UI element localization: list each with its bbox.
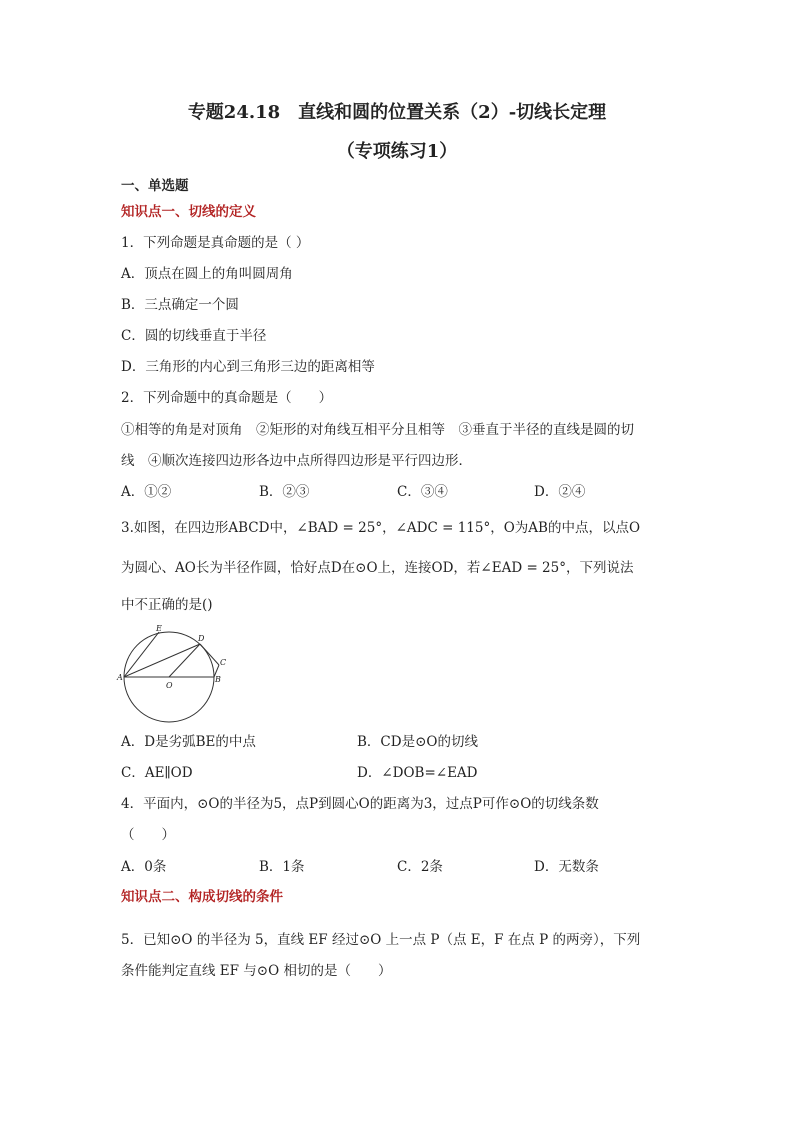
fig-label-a: A bbox=[117, 673, 123, 682]
q4-option-b: B．1条 bbox=[259, 859, 305, 875]
q5-stem-2: 条件能判定直线 EF 与⊙O 相切的是（ ） bbox=[121, 963, 392, 979]
q1-option-c: C．圆的切线垂直于半径 bbox=[121, 328, 267, 344]
q5-stem-1: 5．已知⊙O 的半径为 5，直线 EF 经过⊙O 上一点 P（点 E，F 在点 P 的两旁），下列 bbox=[121, 932, 641, 948]
q4-option-a: A．0条 bbox=[121, 859, 167, 875]
q3-stem-2: 为圆心、AO长为半径作圆，恰好点D在⊙O上，连接OD，若∠EAD = 25°，下列说法 bbox=[121, 560, 634, 576]
knowledge-point-1: 知识点一、切线的定义 bbox=[121, 204, 256, 220]
q3-option-a: A．D是劣弧BE的中点 bbox=[121, 734, 256, 750]
q3-option-b: B．CD是⊙O的切线 bbox=[357, 734, 478, 750]
page-title: 专题24.18 直线和圆的位置关系（2）-切线长定理 bbox=[187, 102, 607, 123]
q3-stem-1: 3.如图，在四边形ABCD中，∠BAD = 25°，∠ADC = 115°，O为AB的中点，以点O bbox=[121, 520, 641, 536]
section-heading: 一、单选题 bbox=[121, 178, 189, 194]
q3-stem-3: 中不正确的是() bbox=[121, 597, 213, 613]
q1-option-a: A．顶点在圆上的角叫圆周角 bbox=[121, 266, 293, 282]
q4-stem-2: （ ） bbox=[121, 827, 175, 843]
q4-stem-1: 4．平面内，⊙O的半径为5，点P到圆心O的距离为3，过点P可作⊙O的切线条数 bbox=[121, 796, 599, 812]
q2-option-c: C．③④ bbox=[397, 484, 448, 500]
q3-figure bbox=[116, 623, 236, 725]
q1-option-d: D．三角形的内心到三角形三边的距离相等 bbox=[121, 359, 375, 375]
fig-label-d: D bbox=[198, 634, 205, 643]
q2-statements-2: 线 ④顺次连接四边形各边中点所得四边形是平行四边形． bbox=[121, 453, 472, 469]
q2-option-a: A．①② bbox=[121, 484, 172, 500]
fig-label-c: C bbox=[220, 658, 227, 667]
q2-option-b: B．②③ bbox=[259, 484, 310, 500]
q1-option-b: B．三点确定一个圆 bbox=[121, 297, 239, 313]
q2-option-d: D．②④ bbox=[534, 484, 586, 500]
q2-statements-1: ①相等的角是对顶角 ②矩形的对角线互相平分且相等 ③垂直于半径的直线是圆的切 bbox=[121, 422, 634, 438]
knowledge-point-2: 知识点二、构成切线的条件 bbox=[121, 889, 283, 905]
q3-option-c: C．AE∥OD bbox=[121, 765, 193, 781]
fig-label-e: E bbox=[156, 624, 162, 633]
q4-option-d: D．无数条 bbox=[534, 859, 599, 875]
q1-stem: 1．下列命题是真命题的是（ ） bbox=[121, 235, 310, 251]
page-subtitle: （专项练习1） bbox=[336, 141, 458, 162]
fig-label-o: O bbox=[166, 681, 173, 690]
q3-option-d: D．∠DOB=∠EAD bbox=[357, 765, 478, 781]
q2-stem: 2．下列命题中的真命题是（ ） bbox=[121, 390, 333, 406]
q4-option-c: C．2条 bbox=[397, 859, 443, 875]
fig-label-b: B bbox=[215, 675, 221, 684]
